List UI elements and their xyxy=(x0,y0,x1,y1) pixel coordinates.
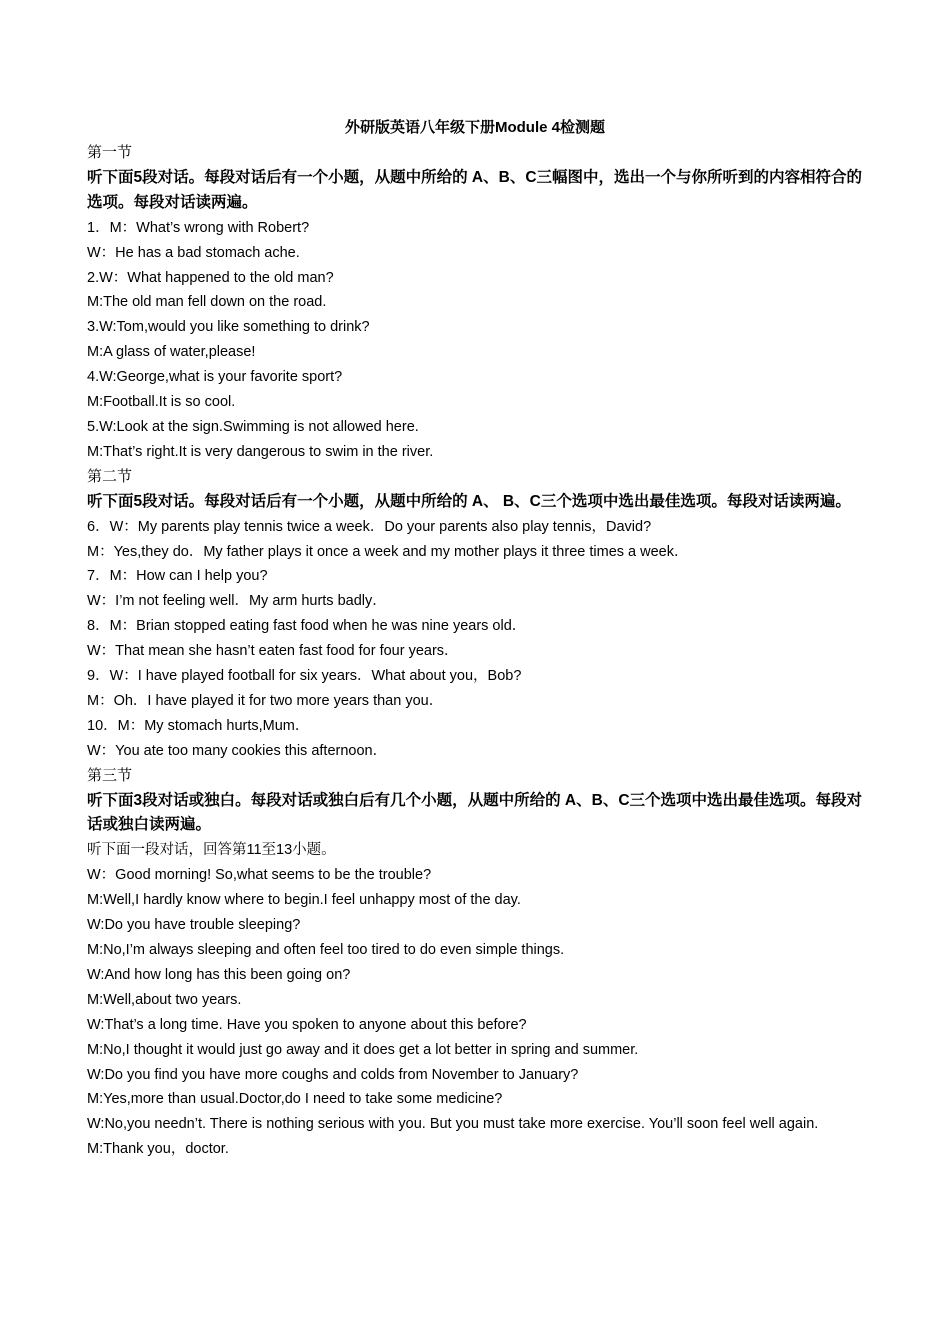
dialogue-line: M:Yes,more than usual.Doctor,do I need to take some medicine? xyxy=(87,1091,503,1108)
dialogue-line: 4.W:George,what is your favorite sport? xyxy=(87,369,343,386)
document-title: 外研版英语八年级下册Module 4检测题 xyxy=(344,119,605,136)
dialogue-line: W:No,you needn’t. There is nothing serious with you. But you must take more exercise. You’ll soon feel well again. xyxy=(87,1116,819,1133)
dialogue-line: 8．M：Brian stopped eating fast food when he was nine years old． xyxy=(87,618,527,635)
dialogue-line: M:Well,I hardly know where to begin.I feel unhappy most of the day. xyxy=(87,892,521,909)
section-instructions: 听下面3段对话或独白。每段对话或独白后有几个小题，从题中所给的 A、B、C三个选项中选出最佳选项。每段对话或独白读两遍。 xyxy=(87,791,863,834)
dialogue-line: M：Oh．I have played it for two more years than you． xyxy=(87,692,444,709)
dialogue-line: 3.W:Tom,would you like something to drink? xyxy=(87,319,370,336)
dialogue-line: 2.W：What happened to the old man? xyxy=(87,269,334,286)
dialogue-line: M:No,I’m always sleeping and often feel too tired to do even simple things. xyxy=(87,942,565,958)
dialogue-line: 7．M：How can I help you? xyxy=(87,568,268,585)
dialogue-line: M:A glass of water,please! xyxy=(87,344,256,361)
dialogue-line: W：I’m not feeling well．My arm hurts badly． xyxy=(87,593,387,610)
dialogue-line: W:Do you have trouble sleeping? xyxy=(87,917,301,934)
section-instructions: 听下面5段对话。每段对话后有一个小题，从题中所给的 A、B、C三幅图中，选出一个与你所听到的内容相符合的选项。每段对话读两遍。 xyxy=(87,168,863,211)
dialogue-line: W：Good morning! So,what seems to be the trouble? xyxy=(87,867,432,884)
section-heading: 第三节 xyxy=(87,766,133,784)
dialogue-line: M:Thank you，doctor. xyxy=(87,1141,229,1158)
dialogue-line: M:Football.It is so cool. xyxy=(87,394,236,411)
dialogue-line: W:And how long has this been going on? xyxy=(87,966,351,983)
dialogue-line: W:Do you find you have more coughs and colds from November to January? xyxy=(87,1066,579,1083)
dialogue-line: M：Yes,they do．My father plays it once a week and my mother plays it three times a week． xyxy=(87,543,689,560)
question-prompt: 听下面一段对话，回答第11至13小题。 xyxy=(87,842,336,859)
document-body xyxy=(87,141,877,1162)
section-heading: 第一节 xyxy=(87,144,133,161)
dialogue-line: 10．M：My stomach hurts,Mum． xyxy=(87,717,310,734)
dialogue-line: M:No,I thought it would just go away and it does get a lot better in spring and summer. xyxy=(87,1041,639,1058)
dialogue-line: W：You ate too many cookies this afternoon． xyxy=(87,742,388,759)
dialogue-line: 9．W：I have played football for six years．What about you，Bob? xyxy=(87,668,522,685)
section-heading: 第二节 xyxy=(87,467,133,485)
section-instructions: 听下面5段对话。每段对话后有一个小题，从题中所给的 A、 B、C三个选项中选出最佳选项。每段对话读两遍。 xyxy=(87,492,851,510)
dialogue-line: 5.W:Look at the sign.Swimming is not allowed here. xyxy=(87,418,419,435)
dialogue-line: 1．M：What’s wrong with Robert? xyxy=(87,219,310,236)
dialogue-line: M:The old man fell down on the road. xyxy=(87,294,327,311)
dialogue-line: 6．W：My parents play tennis twice a week．Do your parents also play tennis，David? xyxy=(87,518,652,535)
dialogue-line: W:That’s a long time. Have you spoken to anyone about this before? xyxy=(87,1016,527,1033)
dialogue-line: W：That mean she hasn’t eaten fast food for four years． xyxy=(87,643,459,660)
dialogue-line: W：He has a bad stomach ache. xyxy=(87,244,300,261)
dialogue-line: M:Well,about two years. xyxy=(87,991,242,1008)
dialogue-line: M:That’s right.It is very dangerous to swim in the river. xyxy=(87,443,434,460)
